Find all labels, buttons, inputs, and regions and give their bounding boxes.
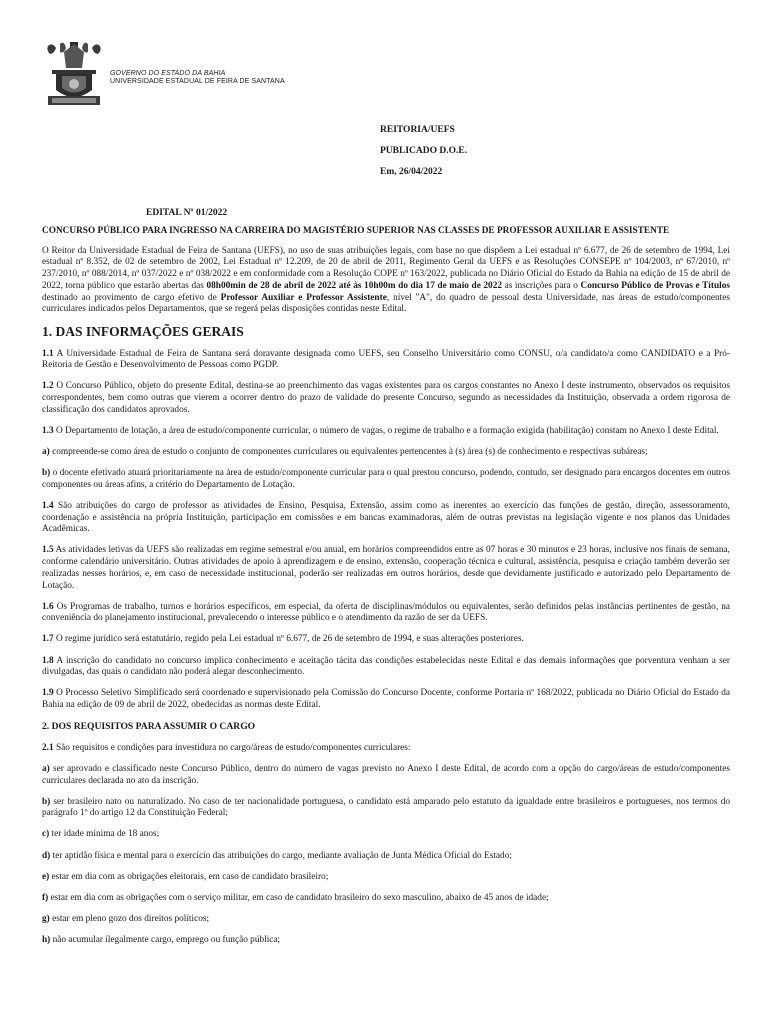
clause-number: g) bbox=[42, 913, 50, 924]
clause-text: estar em dia com as obrigações eleitorais, em caso de candidato brasileiro; bbox=[49, 871, 329, 882]
clause-number: d) bbox=[42, 850, 51, 861]
clause-text: O Processo Seletivo Simplificado será coordenado e supervisionado pela Comissão do Concurso Docente, conforme Portaria nº 168/2022, publicada no Diário Oficial do Estado da Bahia na edição de 09 de abril de 2022, obedecidas as normas deste Edital. bbox=[42, 688, 730, 710]
clause-paragraph bbox=[42, 764, 730, 787]
university-line: UNIVERSIDADE ESTADUAL DE FEIRA DE SANTANA bbox=[110, 78, 285, 85]
clause-number: 1.1 bbox=[42, 348, 54, 359]
clause-text: estar em dia com as obrigações com o serviço militar, em caso de candidato brasileiro do sexo masculino, abaixo de 45 anos de idade; bbox=[48, 892, 549, 903]
clause-text: o docente efetivado atuará prioritariamente na área de estudo/componente curricular para o qual prestou concurso, podendo, contudo, ser designado para encargos docentes em outros componentes ou áreas afins, a critério do Departamento de Lotação. bbox=[42, 468, 730, 490]
clause-paragraph bbox=[42, 688, 730, 711]
section-1-heading: 1. DAS INFORMAÇÕES GERAIS bbox=[42, 323, 244, 339]
clause-paragraph bbox=[42, 743, 730, 755]
clause-number: 1.3 bbox=[42, 425, 54, 436]
clause-text: compreende-se como área de estudo o conjunto de componentes curriculares ou equivalentes pertencentes à (s) área (s) de conhecimento e respectivas subáreas; bbox=[49, 447, 648, 458]
clause-text: São requisitos e condições para investidura no cargo/áreas de estudo/componentes curriculares: bbox=[53, 742, 411, 753]
clause-paragraph bbox=[42, 602, 730, 625]
clause-number: 1.4 bbox=[42, 500, 54, 511]
publicado-label: PUBLICADO D.O.E. bbox=[380, 146, 468, 156]
clause-paragraph bbox=[42, 349, 730, 372]
clause-number: 1.9 bbox=[42, 688, 54, 699]
uefs-coat-of-arms-logo bbox=[42, 40, 106, 108]
clause-paragraph bbox=[42, 893, 730, 905]
intro-paragraph: O Reitor da Universidade Estadual de Feira de Santana (UEFS), no uso de suas atribuições legais, com base no que dispõem a Lei estadual nº 6.677, de 26 de setembro de 1994, Lei estadual nº 8.352, de 02 de setembro de 2002, Lei Estadual nº 12.209, de 20 de abril de 2011, Regimento Geral da UEFS e as Resoluções CONSEPE nº 104/2003, nº 67/2010, nº 237/2010, nº 088/2014, nº 037/2022 e nº 038/2022 e em conformidade com a Resolução COPE nº 163/2022, publicada no Diário Oficial do Estado da Bahia na edição de 15 de abril de 2022, torna público que estarão abertas das 08h00min de 28 de abril de 2022 até às 10h00m do dia 17 de maio de 2022 as inscrições para o Concurso Público de Provas e Títulos destinado ao provimento de cargo efetivo de Professor Auxiliar e Professor Assistente, nível "A", do quadro de pessoal desta Universidade, nas áreas de estudo/componentes curriculares indicados pelos Departamentos, que se regerá pelas disposições contidas neste Edital. bbox=[42, 245, 730, 315]
clause-number: a) bbox=[42, 763, 50, 774]
publication-date: Em, 26/04/2022 bbox=[380, 167, 443, 177]
clause-number: b) bbox=[42, 468, 51, 479]
clause-number: e) bbox=[42, 871, 50, 882]
clause-text: ter idade mínima de 18 anos; bbox=[49, 829, 160, 840]
edital-number: EDITAL Nº 01/2022 bbox=[146, 208, 228, 218]
clause-text: As atividades letivas da UEFS são realizadas em regime semestral e/ou anual, em horários compreendidos entre as 07 horas e 30 minutos e 23 horas, inclusive nos finais de semana, conforme calendário universitário. Outras atividades de apoio à aprendizagem e de ensino, extensão, cooperação técnica e cultural, assistência, pesquisa e criação também deverão ser realizadas nesses horários, e, em caso de necessidade institucional, poderão ser realizadas em outros horários, desde que devidamente justificado e autorizado pelo Departamento de Lotação. bbox=[42, 545, 730, 591]
clause-number: f) bbox=[42, 892, 49, 903]
government-line: GOVERNO DO ESTADO DA BAHIA bbox=[110, 70, 226, 77]
section-1-items bbox=[42, 349, 730, 712]
clause-text: O Concurso Público, objeto do presente Edital, destina-se ao preenchimento das vagas existentes para os cargos constantes no Anexo I deste instrumento, observados os requisitos correspondentes, bem como outras que vierem a ocorrer dentro do prazo de validade do presente Concurso, segundo as necessidades da Instituição, observada a ordem rigorosa de classificação dos candidatos aprovados. bbox=[42, 381, 730, 415]
clause-text: Os Programas de trabalho, turnos e horários específicos, em especial, da oferta de disciplinas/módulos ou equivalentes, serão definidos pelas instâncias pertinentes de gestão, na conveniência do planejamento institucional, prevalecendo o interesse público e o atendimento da razão de ser da UEFS. bbox=[42, 601, 730, 624]
clause-paragraph bbox=[42, 797, 730, 820]
clause-paragraph bbox=[42, 851, 730, 863]
clause-text: O regime jurídico será estatutário, regido pela Lei estadual nº 6.677, de 26 de setembro de 1994, e suas alterações posteriores. bbox=[53, 634, 524, 645]
institution-header bbox=[110, 70, 285, 86]
clause-paragraph bbox=[42, 426, 730, 438]
clause-number: 2.1 bbox=[42, 742, 54, 753]
clause-number: h) bbox=[42, 934, 51, 945]
clause-text: A inscrição do candidato no concurso implica conhecimento e aceitação tácita das condições estabelecidas neste Edital e das demais informações que porventura venham a ser divulgadas, das quais o candidato não poderá alegar desconhecimento. bbox=[42, 655, 730, 678]
clause-paragraph bbox=[42, 914, 730, 926]
clause-paragraph bbox=[42, 872, 730, 884]
clause-number: c) bbox=[42, 829, 50, 840]
clause-number: 1.5 bbox=[42, 545, 54, 556]
clause-text: A Universidade Estadual de Feira de Santana será doravante designada como UEFS, seu Conselho Universitário como CONSU, o/a candidato/a como CANDIDATO e a Pró-Reitoria de Gestão e Desenvolvimento de Pessoas como PGDP. bbox=[42, 348, 730, 371]
clause-number: 1.2 bbox=[42, 381, 54, 392]
clause-paragraph bbox=[42, 829, 730, 841]
clause-text: ser brasileiro nato ou naturalizado. No caso de ter nacionalidade portuguesa, o candidato está amparado pelo estatuto da igualdade entre brasileiros e portugueses, nos termos do parágrafo 1º do artigo 12 da Constituição Federal; bbox=[42, 796, 730, 819]
edital-title: CONCURSO PÚBLICO PARA INGRESSO NA CARREIRA DO MAGISTÉRIO SUPERIOR NAS CLASSES DE PROFESSOR AUXILIAR E ASSISTENTE bbox=[42, 226, 670, 236]
section-2-items bbox=[42, 743, 730, 947]
clause-number: 1.8 bbox=[42, 655, 54, 666]
clause-paragraph bbox=[42, 447, 730, 459]
clause-paragraph bbox=[42, 935, 730, 947]
clause-paragraph bbox=[42, 381, 730, 416]
clause-text: não acumular ilegalmente cargo, emprego ou função pública; bbox=[50, 934, 281, 945]
reitoria-label: REITORIA/UEFS bbox=[380, 125, 455, 135]
clause-text: estar em pleno gozo dos direitos políticos; bbox=[49, 913, 210, 924]
clause-number: a) bbox=[42, 447, 50, 458]
clause-paragraph bbox=[42, 468, 730, 491]
clause-text: São atribuições do cargo de professor as atividades de Ensino, Pesquisa, Extensão, assim como as inerentes ao exercício das funções de gestão, direção, assessoramento, coordenação e assistência na própria Instituição, participação em comissões e em bancas examinadoras, além de outras previstas na legislação vigente e nos planos das Unidades Acadêmicas. bbox=[42, 500, 730, 535]
clause-number: b) bbox=[42, 796, 51, 807]
clause-paragraph bbox=[42, 656, 730, 679]
clause-number: 1.7 bbox=[42, 634, 54, 645]
clause-text: ter aptidão física e mental para o exercício das atribuições do cargo, mediante avaliação de Junta Médica Oficial do Estado; bbox=[50, 850, 512, 861]
clause-number: 1.6 bbox=[42, 601, 54, 612]
clause-paragraph bbox=[42, 634, 730, 646]
clause-text: O Departamento de lotação, a área de estudo/componente curricular, o número de vagas, o regime de trabalho e a formação exigida (habilitação) constam no Anexo I deste Edital. bbox=[53, 425, 719, 436]
section-2-heading: 2. DOS REQUISITOS PARA ASSUMIR O CARGO bbox=[42, 721, 256, 733]
clause-paragraph bbox=[42, 545, 730, 592]
clause-text: ser aprovado e classificado neste Concurso Público, dentro do número de vagas previsto no Anexo I deste Edital, de acordo com a opção do cargo/áreas de estudo/componentes curriculares declarada no ato da inscrição. bbox=[42, 763, 730, 786]
document-body bbox=[42, 226, 730, 956]
clause-paragraph bbox=[42, 501, 730, 536]
